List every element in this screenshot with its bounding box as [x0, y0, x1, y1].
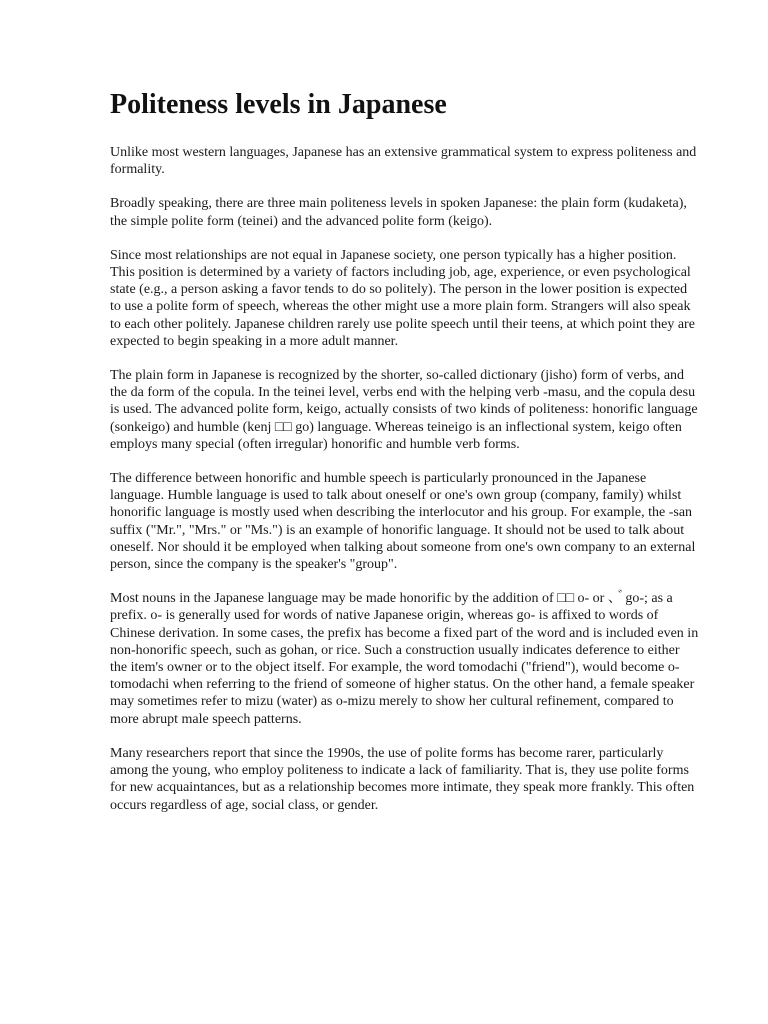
page-title: Politeness levels in Japanese	[110, 89, 447, 120]
paragraph-three-levels: Broadly speaking, there are three main politeness levels in spoken Japanese: the plain form (kudaketa), the simple polite form (teinei) and the advanced polite form (keigo).	[110, 196, 687, 229]
paragraph-plain-form: The plain form in Japanese is recognized by the shorter, so-called dictionary (jisho) form of verbs, and the da form of the copula. In the teinei level, verbs end with the helping verb -masu, and the copula desu is used. The advanced polite form, keigo, actually consists of two kinds of politeness: honorific language (sonkeigo) and humble (kenj □□ go) language. Whereas teineigo is an inflectional system, keigo often employs many special (often irregular) honorific and humble verb forms.	[110, 368, 698, 452]
paragraph-relationships: Since most relationships are not equal in Japanese society, one person typically has a higher position. This position is determined by a variety of factors including job, age, experience, or even psychological state (e.g., a person asking a favor tends to do so politely). The person in the lower position is expected to use a polite form of speech, whereas the other might use a more plain form. Strangers will also speak to each other politely. Japanese children rarely use polite speech until their teens, at which point they are expected to begin speaking in a more adult manner.	[110, 247, 695, 349]
document-body	[110, 88, 700, 831]
paragraph-modern-usage: Many researchers report that since the 1990s, the use of polite forms has become rarer, particularly among the young, who employ politeness to indicate a lack of familiarity. That is, they use polite forms for new acquaintances, but as a relationship becomes more intimate, they speak more frankly. This often occurs regardless of age, social class, or gender.	[110, 745, 695, 813]
paragraph-honorific-humble: The difference between honorific and humble speech is particularly pronounced in the Japanese language. Humble language is used to talk about oneself or one's own group (company, family) whilst honorific language is mostly used when describing the interlocutor and his group. For example, the -san suffix ("Mr.", "Mrs." or "Ms.") is an example of honorific language. It should not be used to talk about oneself. Nor should it be employed when talking about someone from one's own company to an external person, since the company is the speaker's "group".	[110, 471, 696, 573]
paragraph-honorific-prefixes: Most nouns in the Japanese language may be made honorific by the addition of □□ o- or 、゙ go-; as a prefix. o- is generally used for words of native Japanese origin, whereas go- is affixed to words of Chinese derivation. In some cases, the prefix has become a fixed part of the word and is included even in non-honorific speech, such as gohan, or rice. Such a construction usually indicates deference to either the item's owner or to the object itself. For example, the word tomodachi ("friend"), would become o-tomodachi when referring to the friend of someone of higher status. On the other hand, a female speaker may sometimes refer to mizu (water) as o-mizu merely to show her cultural refinement, compared to more abrupt male speech patterns.	[110, 591, 699, 727]
paragraph-intro: Unlike most western languages, Japanese has an extensive grammatical system to express politeness and formality.	[110, 145, 697, 178]
